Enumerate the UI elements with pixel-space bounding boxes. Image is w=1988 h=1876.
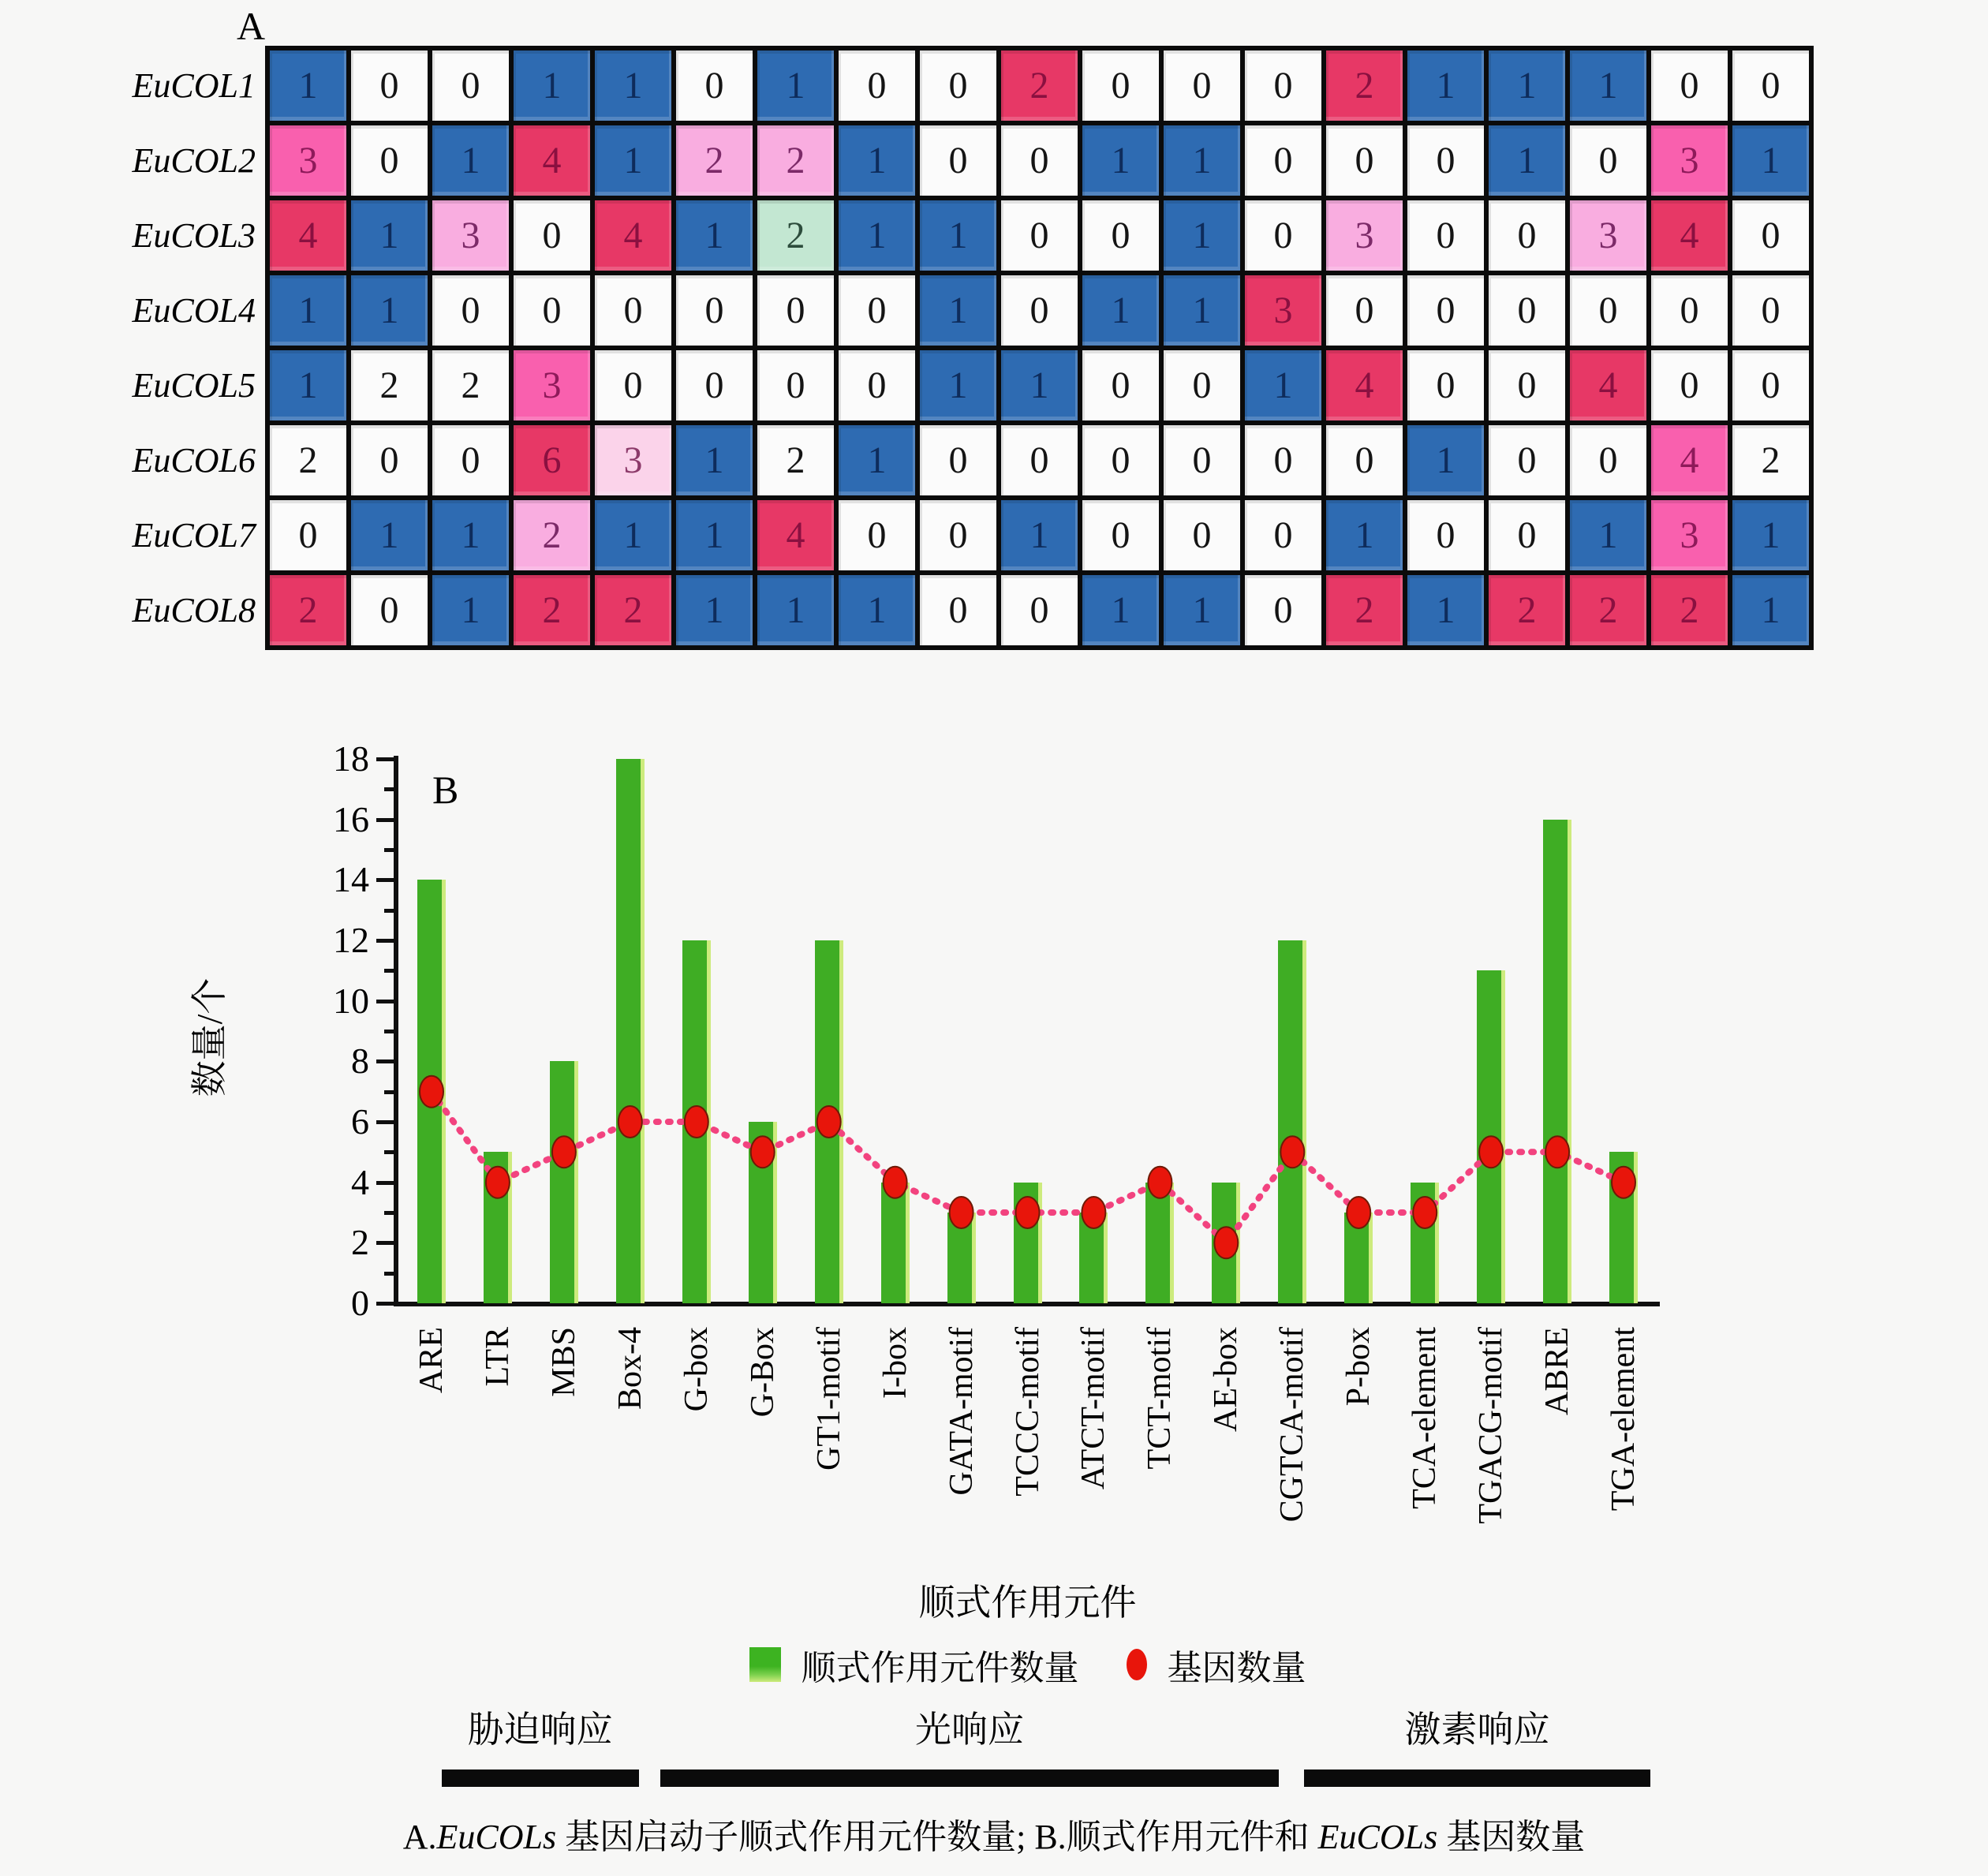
heatmap-cell: 0: [1082, 50, 1159, 121]
heatmap-cell: 0: [1082, 350, 1159, 420]
heatmap-cell: 0: [1001, 125, 1078, 196]
heatmap-cell: 0: [1164, 425, 1240, 495]
heatmap-cell: 1: [1407, 50, 1484, 121]
heatmap-cell: 0: [920, 500, 996, 570]
heatmap-cell: 1: [676, 575, 753, 645]
x-tick-label: MBS: [545, 1327, 582, 1397]
heatmap-cell: 4: [514, 125, 590, 196]
heatmap-cell: 1: [920, 200, 996, 271]
y-tick-label: 8: [351, 1041, 369, 1082]
y-minor-tick: [384, 969, 394, 973]
heatmap-cell: 0: [1245, 200, 1321, 271]
group-label: 光响应: [915, 1710, 1025, 1750]
heatmap-cell: 0: [757, 350, 834, 420]
heatmap-cell: 1: [839, 200, 915, 271]
x-tick-label: CGTCA-motif: [1274, 1327, 1311, 1523]
heatmap-cell: 0: [676, 275, 753, 346]
heatmap-cell: 0: [595, 275, 671, 346]
heatmap-cell: 1: [1164, 125, 1240, 196]
heatmap-cell: 2: [432, 350, 509, 420]
gene-count-marker: [1016, 1197, 1040, 1228]
heatmap-cell: 4: [1570, 350, 1646, 420]
heatmap-cell: 0: [1407, 200, 1484, 271]
figure-caption: [0, 1808, 1988, 1859]
heatmap-cell: 0: [920, 50, 996, 121]
heatmap-cell: 0: [1326, 425, 1403, 495]
heatmap-cell: 1: [595, 50, 671, 121]
heatmap-cell: 0: [351, 425, 428, 495]
heatmap-cell: 1: [270, 275, 346, 346]
y-minor-tick: [384, 1211, 394, 1215]
heatmap-cell: 0: [351, 575, 428, 645]
heatmap-cell: 0: [1489, 275, 1565, 346]
group-underline: [660, 1769, 1278, 1787]
heatmap-cell: 1: [1164, 200, 1240, 271]
heatmap-cell: 3: [1570, 200, 1646, 271]
heatmap-cell: 1: [1732, 500, 1809, 570]
heatmap-cell: 1: [1164, 275, 1240, 346]
heatmap-cell: 0: [676, 350, 753, 420]
y-tick-label: 18: [333, 738, 369, 779]
heatmap-cell: 1: [595, 125, 671, 196]
heatmap-cell: 0: [1082, 425, 1159, 495]
heatmap-cell: 2: [1326, 575, 1403, 645]
heatmap-cell: 3: [1326, 200, 1403, 271]
heatmap-cell: 0: [920, 425, 996, 495]
y-tick-label: 14: [333, 859, 369, 900]
heatmap-cell: 0: [676, 50, 753, 121]
heatmap-cell: 1: [839, 575, 915, 645]
heatmap-cell: 4: [757, 500, 834, 570]
x-tick-label: ARE: [413, 1327, 450, 1393]
heatmap-cell: 2: [1732, 425, 1809, 495]
heatmap-cell: 0: [1732, 50, 1809, 121]
heatmap-row-label: EuCOL3: [132, 216, 256, 255]
heatmap-cell: 1: [351, 275, 428, 346]
y-tick-label: 12: [333, 920, 369, 960]
y-minor-tick: [384, 1030, 394, 1033]
heatmap-cell: 3: [1245, 275, 1321, 346]
caption-a-rest: 基因启动子顺式作用元件数量; B.顺式作用元件和: [556, 1818, 1318, 1856]
y-major-tick: [376, 1000, 394, 1003]
heatmap-cell: 0: [1407, 350, 1484, 420]
heatmap-cell: 2: [757, 425, 834, 495]
x-tick-label: GATA-motif: [943, 1327, 980, 1496]
heatmap-cell: 1: [351, 200, 428, 271]
heatmap-cell: 0: [1732, 275, 1809, 346]
heatmap-cell: 3: [270, 125, 346, 196]
gene-count-marker: [486, 1167, 510, 1198]
panel-a-label: A: [237, 4, 266, 48]
y-major-tick: [376, 1302, 394, 1306]
heatmap-cell: 3: [1651, 125, 1728, 196]
heatmap-cell: 0: [1651, 275, 1728, 346]
heatmap-cell: 1: [1407, 425, 1484, 495]
heatmap-cell: 1: [1082, 575, 1159, 645]
y-minor-tick: [384, 909, 394, 913]
heatmap-cell: 1: [1082, 275, 1159, 346]
heatmap-cell: 1: [1489, 50, 1565, 121]
heatmap-cell: 0: [757, 275, 834, 346]
group-underline: [1304, 1769, 1651, 1787]
caption-b-rest: 基因数量: [1437, 1818, 1586, 1856]
heatmap-cell: 1: [1407, 575, 1484, 645]
legend: [398, 1639, 1657, 1690]
y-minor-tick: [384, 787, 394, 791]
heatmap-cell: 0: [270, 500, 346, 570]
dot-legend-marker-icon: [1127, 1649, 1147, 1680]
gene-count-marker: [552, 1136, 576, 1168]
heatmap-cell: 4: [270, 200, 346, 271]
gene-count-marker: [1612, 1167, 1635, 1198]
gene-count-marker: [618, 1106, 642, 1138]
bar-legend-swatch-icon: [749, 1647, 781, 1682]
heatmap-row-label: EuCOL4: [132, 291, 256, 330]
heatmap-cell: 3: [432, 200, 509, 271]
heatmap-cell: 1: [1001, 350, 1078, 420]
panel-b-label: B: [432, 768, 459, 812]
heatmap-cell: 0: [1245, 50, 1321, 121]
heatmap-cell: 0: [1732, 200, 1809, 271]
heatmap-row-label: EuCOL2: [132, 141, 256, 180]
heatmap-cell: 0: [1651, 50, 1728, 121]
gene-count-marker: [1214, 1227, 1238, 1258]
gene-count-marker: [817, 1106, 841, 1138]
heatmap-cell: 2: [757, 200, 834, 271]
heatmap-cell: 3: [514, 350, 590, 420]
heatmap-cell: 0: [1245, 575, 1321, 645]
y-major-tick: [376, 1241, 394, 1245]
y-major-tick: [376, 1059, 394, 1063]
heatmap-row-label: EuCOL8: [132, 591, 256, 630]
x-tick-label: AE-box: [1208, 1327, 1245, 1432]
heatmap-cell: 0: [1407, 275, 1484, 346]
heatmap-cell: 0: [1570, 425, 1646, 495]
heatmap-cell: 0: [1489, 350, 1565, 420]
heatmap-cell: 1: [1164, 575, 1240, 645]
heatmap-cell: 0: [1001, 575, 1078, 645]
caption-gene-name-2: EuCOLs: [1317, 1818, 1438, 1856]
heatmap-cell: 0: [1082, 200, 1159, 271]
x-tick-label: TCT-motif: [1142, 1327, 1179, 1470]
heatmap-row-label: EuCOL5: [132, 366, 256, 405]
heatmap-cell: 0: [1001, 275, 1078, 346]
y-tick-label: 6: [351, 1101, 369, 1142]
heatmap-cell: 0: [839, 50, 915, 121]
heatmap-cell: 4: [1651, 425, 1728, 495]
heatmap-cell: 1: [270, 50, 346, 121]
heatmap-cell: 0: [1164, 500, 1240, 570]
heatmap-cell: 2: [351, 350, 428, 420]
heatmap-cell: 1: [351, 500, 428, 570]
bar-legend-label: 顺式作用元件数量: [801, 1649, 1079, 1687]
heatmap-cell: 0: [1407, 125, 1484, 196]
y-tick-label: 16: [333, 798, 369, 839]
heatmap-cell: 0: [1651, 350, 1728, 420]
heatmap-cell: 0: [1245, 425, 1321, 495]
heatmap-cell: 1: [1570, 50, 1646, 121]
x-axis-title: 顺式作用元件: [918, 1583, 1137, 1623]
heatmap-cell: 1: [1732, 125, 1809, 196]
line-legend-label: 基因数量: [1167, 1649, 1306, 1687]
heatmap-cell: 0: [1732, 350, 1809, 420]
heatmap-row-label: EuCOL7: [132, 516, 256, 555]
heatmap-cell: 1: [920, 275, 996, 346]
heatmap-cell: 0: [351, 125, 428, 196]
heatmap-cell: 2: [270, 575, 346, 645]
heatmap-grid: [265, 46, 1814, 650]
heatmap-cell: 2: [1570, 575, 1646, 645]
heatmap-cell: 0: [1164, 350, 1240, 420]
x-tick-label: I-box: [876, 1327, 914, 1399]
caption-a-prefix: A.: [402, 1818, 437, 1856]
y-minor-tick: [384, 848, 394, 852]
heatmap-cell: 0: [595, 350, 671, 420]
heatmap-cell: 1: [839, 125, 915, 196]
heatmap-cell: 1: [432, 575, 509, 645]
heatmap-cell: 4: [595, 200, 671, 271]
heatmap-cell: 0: [1245, 125, 1321, 196]
x-tick-label: GT1-motif: [810, 1327, 847, 1471]
heatmap-cell: 1: [1732, 575, 1809, 645]
y-minor-tick: [384, 1272, 394, 1276]
x-tick-label: TCCC-motif: [1009, 1327, 1046, 1497]
heatmap-cell: 1: [1001, 500, 1078, 570]
heatmap-cell: 0: [1326, 275, 1403, 346]
gene-count-marker: [420, 1076, 443, 1108]
gene-count-marker: [1148, 1167, 1172, 1198]
y-tick-label: 4: [351, 1161, 369, 1202]
y-tick-label: 0: [351, 1283, 369, 1323]
y-minor-tick: [384, 1090, 394, 1094]
heatmap-cell: 0: [920, 125, 996, 196]
heatmap-cell: 2: [514, 500, 590, 570]
heatmap-cell: 1: [1082, 125, 1159, 196]
heatmap-cell: 2: [595, 575, 671, 645]
heatmap-cell: 0: [432, 50, 509, 121]
heatmap-row-label: EuCOL6: [132, 441, 256, 480]
heatmap-cell: 0: [1245, 500, 1321, 570]
heatmap-row-label: EuCOL1: [132, 66, 256, 105]
group-underline: [442, 1769, 639, 1787]
heatmap-cell: 1: [757, 50, 834, 121]
gene-count-marker: [1280, 1136, 1304, 1168]
heatmap-cell: 1: [1245, 350, 1321, 420]
y-major-tick: [376, 757, 394, 761]
heatmap-cell: 2: [514, 575, 590, 645]
heatmap-cell: 0: [1570, 275, 1646, 346]
heatmap-cell: 0: [1326, 125, 1403, 196]
y-major-tick: [376, 1181, 394, 1185]
heatmap-cell: 1: [1570, 500, 1646, 570]
gene-count-marker: [1479, 1136, 1503, 1168]
heatmap-cell: 6: [514, 425, 590, 495]
heatmap-cell: 0: [351, 50, 428, 121]
gene-count-marker: [1347, 1197, 1370, 1228]
y-major-tick: [376, 878, 394, 882]
y-major-tick: [376, 818, 394, 822]
heatmap-cell: 0: [839, 275, 915, 346]
heatmap-cell: 1: [920, 350, 996, 420]
heatmap-cell: 1: [676, 500, 753, 570]
gene-count-marker: [1545, 1136, 1569, 1168]
gene-count-line: [398, 759, 1657, 1303]
heatmap-cell: 4: [1326, 350, 1403, 420]
heatmap-cell: 3: [595, 425, 671, 495]
heatmap-cell: 1: [432, 500, 509, 570]
heatmap-cell: 0: [514, 200, 590, 271]
x-tick-label: LTR: [479, 1327, 516, 1387]
heatmap-cell: 2: [1489, 575, 1565, 645]
x-tick-label: TGA-element: [1605, 1327, 1642, 1512]
x-tick-label: G-box: [678, 1327, 715, 1412]
heatmap-cell: 0: [1001, 425, 1078, 495]
gene-count-marker: [884, 1167, 907, 1198]
heatmap-cell: 1: [270, 350, 346, 420]
x-tick-label: Box-4: [611, 1327, 648, 1410]
heatmap-cell: 2: [1326, 50, 1403, 121]
heatmap-cell: 4: [1651, 200, 1728, 271]
heatmap-cell: 3: [1651, 500, 1728, 570]
heatmap-cell: 1: [757, 575, 834, 645]
y-tick-label: 10: [333, 980, 369, 1021]
x-tick-label: TCA-element: [1407, 1327, 1444, 1509]
caption-gene-name: EuCOLs: [436, 1818, 557, 1856]
x-tick-label: TGACG-motif: [1473, 1327, 1510, 1524]
heatmap-cell: 1: [839, 425, 915, 495]
heatmap-cell: 0: [1489, 425, 1565, 495]
y-axis-title: 数量/个: [189, 977, 230, 1097]
y-major-tick: [376, 1120, 394, 1124]
y-minor-tick: [384, 1150, 394, 1154]
heatmap-cell: 1: [432, 125, 509, 196]
gene-count-marker: [751, 1136, 775, 1168]
heatmap-cell: 0: [1570, 125, 1646, 196]
heatmap-cell: 0: [920, 575, 996, 645]
heatmap-cell: 0: [514, 275, 590, 346]
gene-count-marker: [1413, 1197, 1437, 1228]
heatmap-cell: 1: [1326, 500, 1403, 570]
heatmap-cell: 2: [676, 125, 753, 196]
heatmap-cell: 2: [757, 125, 834, 196]
heatmap-cell: 1: [595, 500, 671, 570]
heatmap-cell: 0: [1489, 500, 1565, 570]
y-major-tick: [376, 939, 394, 943]
gene-count-marker: [950, 1197, 973, 1228]
y-tick-label: 2: [351, 1222, 369, 1263]
heatmap-cell: 0: [1489, 200, 1565, 271]
heatmap-cell: 0: [432, 425, 509, 495]
heatmap-cell: 0: [839, 350, 915, 420]
x-tick-label: P-box: [1340, 1327, 1377, 1407]
gene-count-marker: [1082, 1197, 1105, 1228]
group-label: 胁迫响应: [467, 1710, 613, 1750]
x-tick-label: ABRE: [1539, 1327, 1576, 1416]
heatmap-cell: 1: [1489, 125, 1565, 196]
group-label: 激素响应: [1404, 1710, 1550, 1750]
x-tick-label: ATCT-motif: [1075, 1327, 1112, 1490]
heatmap-cell: 0: [432, 275, 509, 346]
heatmap-cell: 1: [676, 425, 753, 495]
heatmap-cell: 2: [1651, 575, 1728, 645]
gene-count-marker: [685, 1106, 708, 1138]
heatmap-cell: 1: [514, 50, 590, 121]
heatmap-cell: 0: [1001, 200, 1078, 271]
heatmap-cell: 0: [839, 500, 915, 570]
heatmap-cell: 1: [676, 200, 753, 271]
heatmap-cell: 0: [1082, 500, 1159, 570]
x-tick-label: G-Box: [744, 1327, 781, 1418]
heatmap-cell: 2: [270, 425, 346, 495]
heatmap-cell: 0: [1407, 500, 1484, 570]
heatmap-cell: 2: [1001, 50, 1078, 121]
heatmap-cell: 0: [1164, 50, 1240, 121]
